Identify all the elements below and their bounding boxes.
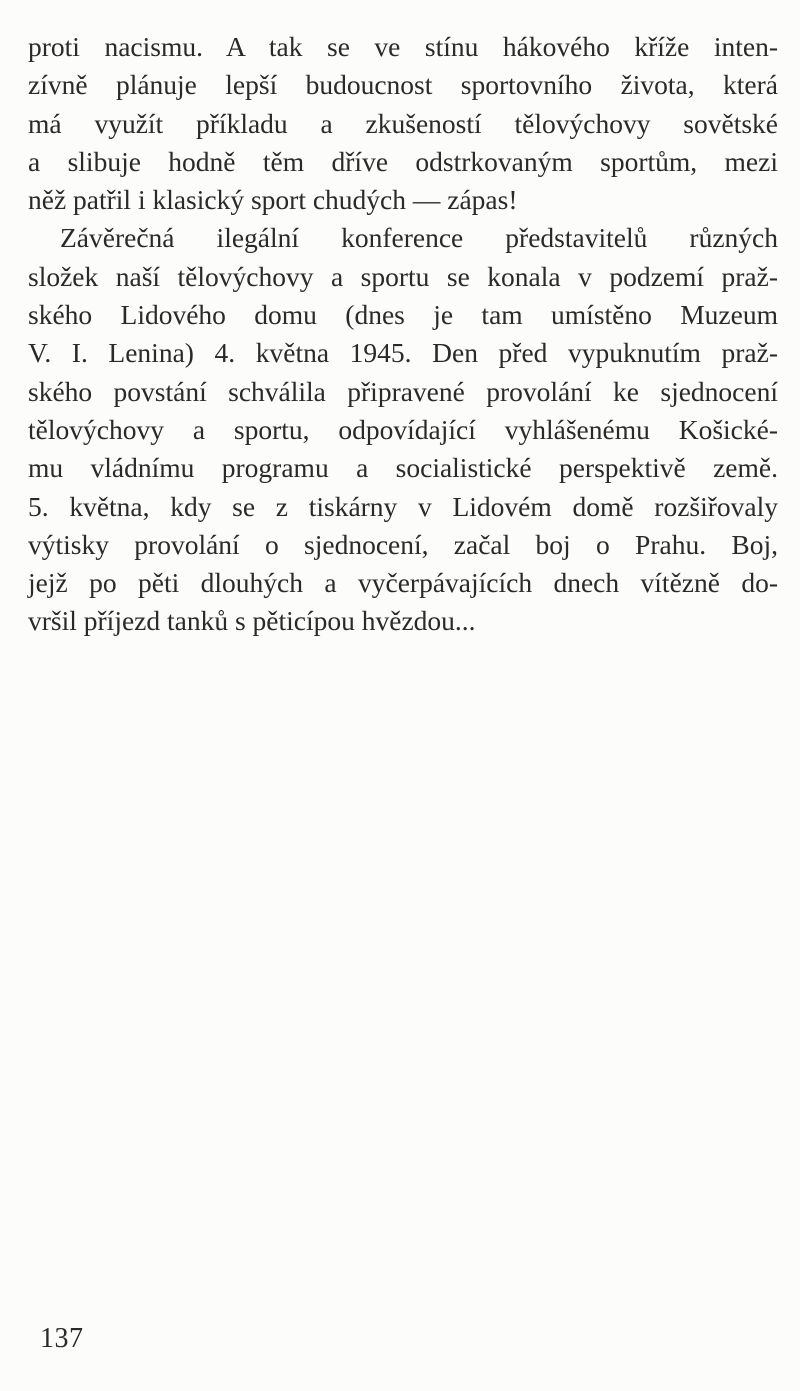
body-text bbox=[28, 28, 778, 641]
paragraph-2 bbox=[28, 219, 778, 640]
text-line: složek naší tělovýchovy a sportu se konala v podzemí praž- bbox=[28, 260, 778, 292]
text-line: 5. května, kdy se z tiskárny v Lidovém domě rozšiřovaly bbox=[28, 490, 778, 522]
page-number: 137 bbox=[40, 1323, 84, 1354]
text-line: V. I. Lenina) 4. května 1945. Den před vypuknutím praž- bbox=[28, 337, 778, 369]
text-line: ského Lidového domu (dnes je tam umístěno Muzeum bbox=[28, 299, 778, 331]
text-line: tělovýchovy a sportu, odpovídající vyhlášenému Košické- bbox=[28, 413, 778, 445]
text-line: Závěrečná ilegální konference představitelů různých bbox=[60, 222, 778, 254]
text-line: zívně plánuje lepší budoucnost sportovního života, která bbox=[28, 69, 778, 101]
text-line: a slibuje hodně těm dříve odstrkovaným sportům, mezi bbox=[28, 145, 778, 177]
text-line: jejž po pěti dlouhých a vyčerpávajících dnech vítězně do- bbox=[28, 567, 778, 599]
text-line: vršil příjezd tanků s pěticípou hvězdou... bbox=[28, 605, 476, 637]
text-line: proti nacismu. A tak se ve stínu hákového kříže inten- bbox=[28, 31, 778, 62]
text-line: něž patřil i klasický sport chudých — zápas! bbox=[28, 184, 518, 216]
text-line: mu vládnímu programu a socialistické perspektivě země. bbox=[28, 452, 778, 484]
text-line: výtisky provolání o sjednocení, začal boj o Prahu. Boj, bbox=[28, 528, 778, 560]
paragraph-1 bbox=[28, 28, 778, 219]
text-line: ského povstání schválila připravené provolání ke sjednocení bbox=[28, 375, 778, 407]
text-line: má využít příkladu a zkušeností tělovýchovy sovětské bbox=[28, 107, 778, 139]
